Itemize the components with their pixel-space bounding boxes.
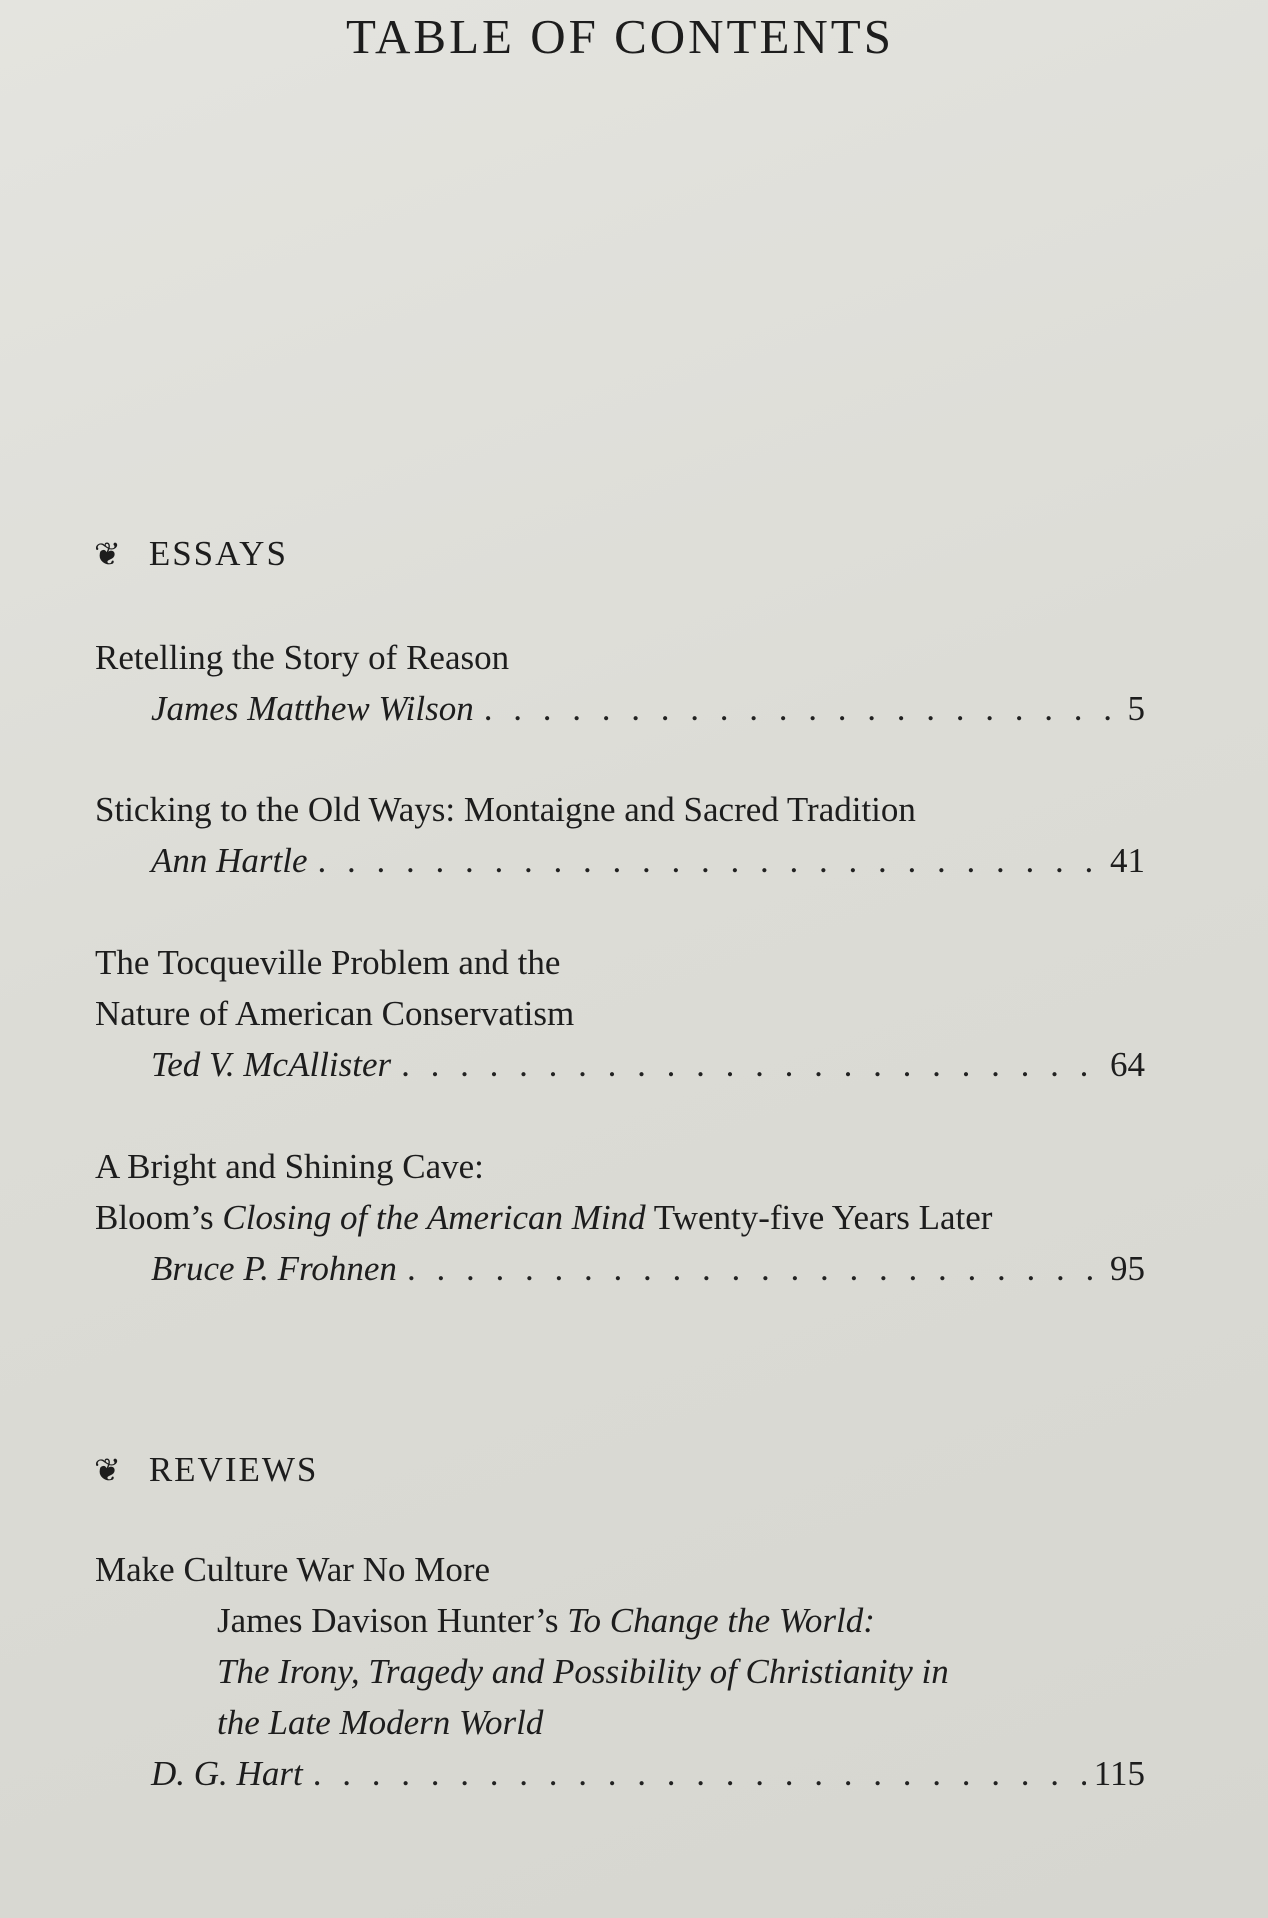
toc-entry	[95, 1141, 1145, 1294]
review-book-title: the Late Modern World	[217, 1703, 544, 1742]
leader-dots	[313, 1748, 1086, 1799]
entry-page-number: 115	[1093, 1754, 1145, 1793]
leader-dots	[318, 835, 1102, 886]
section-heading-label: ESSAYS	[148, 534, 288, 573]
leader-dots	[401, 1039, 1102, 1090]
subtitle-book-title: Closing of the American Mind	[222, 1198, 646, 1237]
entry-author: Bruce P. Frohnen	[151, 1249, 397, 1288]
toc-entry	[95, 937, 1145, 1090]
entry-author-row	[95, 1748, 1145, 1799]
toc-entry	[95, 1544, 1145, 1799]
entry-page-number: 95	[1110, 1249, 1145, 1288]
entry-subtitle	[95, 1192, 1145, 1243]
entry-author-row	[95, 1039, 1145, 1090]
entry-author-row	[95, 683, 1145, 734]
entry-page-number: 5	[1127, 689, 1145, 728]
entry-author: Ted V. McAllister	[151, 1045, 392, 1084]
review-book-author: James Davison Hunter’s	[217, 1601, 559, 1640]
entry-author: James Matthew Wilson	[151, 689, 474, 728]
section-heading-label: REVIEWS	[148, 1450, 319, 1489]
toc-entry	[95, 632, 1145, 734]
page-title: TABLE OF CONTENTS	[346, 9, 894, 64]
entry-author: D. G. Hart	[151, 1754, 303, 1793]
subtitle-prefix: Bloom’s	[95, 1198, 214, 1237]
leader-dots	[484, 683, 1120, 734]
essays-heading	[94, 534, 288, 574]
entry-title: Make Culture War No More	[95, 1550, 491, 1589]
subtitle-suffix: Twenty-five Years Later	[653, 1198, 993, 1237]
entry-author-row	[95, 835, 1145, 886]
leader-dots	[407, 1243, 1102, 1294]
entry-page-number: 64	[1110, 1045, 1145, 1084]
entry-title: Sticking to the Old Ways: Montaigne and Sacred Tradition	[95, 790, 916, 829]
fleuron-icon: ❦	[94, 1452, 123, 1488]
entry-author-row	[95, 1243, 1145, 1294]
fleuron-icon: ❦	[94, 536, 123, 572]
reviews-heading	[94, 1450, 318, 1490]
entry-title: Nature of American Conservatism	[95, 994, 575, 1033]
entry-author: Ann Hartle	[151, 841, 308, 880]
entry-page-number: 41	[1110, 841, 1145, 880]
entry-title: Retelling the Story of Reason	[95, 638, 510, 677]
entry-title: A Bright and Shining Cave:	[95, 1147, 484, 1186]
entry-title: The Tocqueville Problem and the	[95, 943, 561, 982]
review-book-title: The Irony, Tragedy and Possibility of Christianity in	[217, 1652, 949, 1691]
review-book-title: To Change the World:	[567, 1601, 875, 1640]
review-book-line	[95, 1595, 1145, 1646]
toc-entry	[95, 784, 1145, 886]
